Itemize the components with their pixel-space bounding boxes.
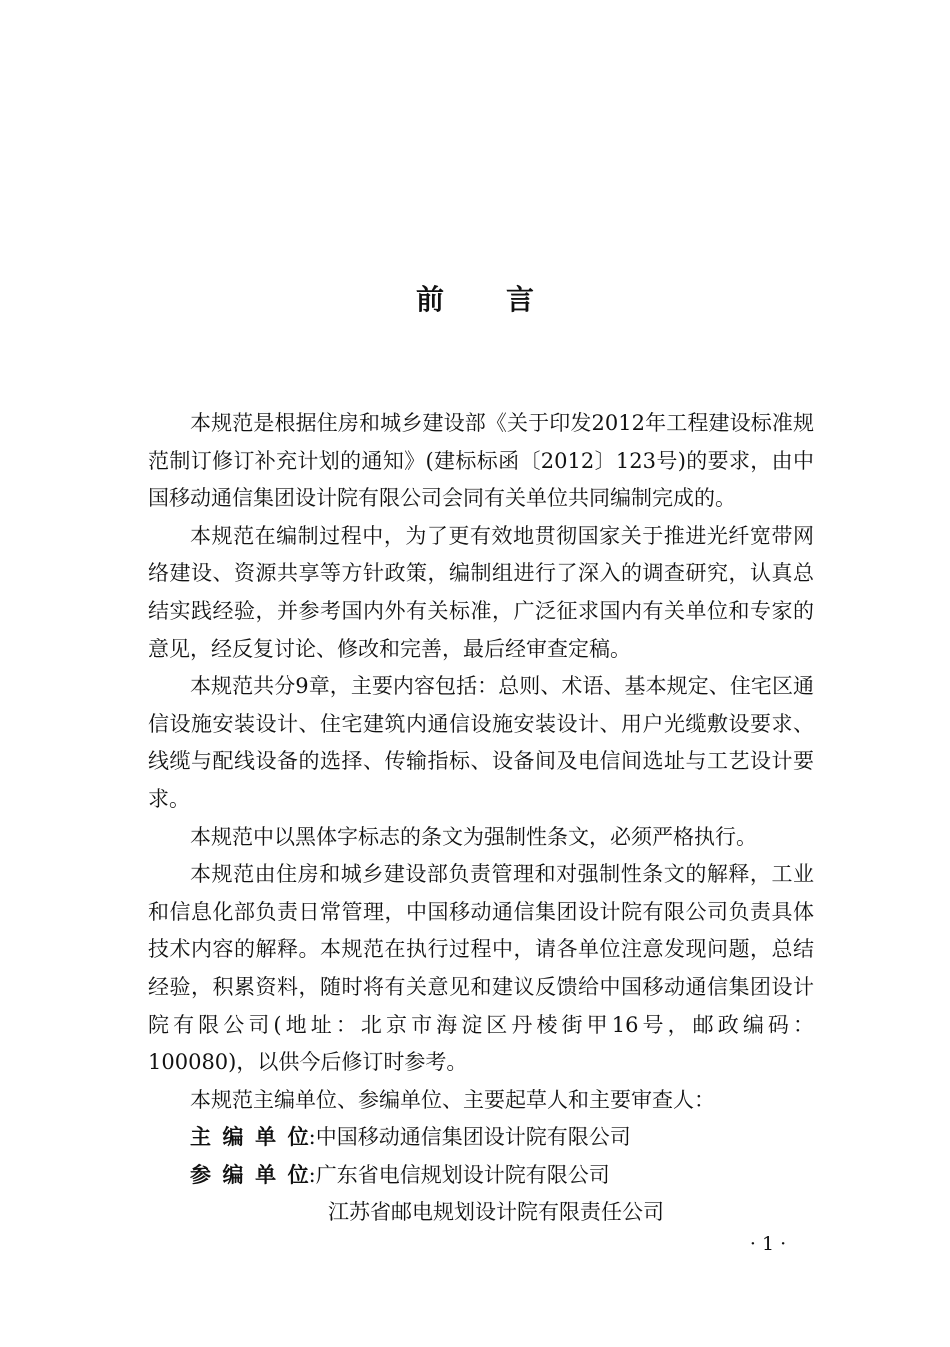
title-char-2: 言 (506, 283, 535, 316)
chief-unit-label (190, 1125, 309, 1149)
chief-unit-value: 中国移动通信集团设计院有限公司 (315, 1125, 631, 1150)
paragraph-3: 本规范共分9章，主要内容包括：总则、术语、基本规定、住宅区通信设施安装设计、住宅建筑内通信设施安装设计、用户光缆敷设要求、线缆与配线设备的选择、传输指标、设备间及电信间选址与工艺设计要求。 (148, 674, 814, 811)
participating-unit-colon: : (308, 1162, 316, 1187)
paragraph-6: 本规范主编单位、参编单位、主要起草人和主要审查人： (190, 1087, 715, 1112)
page-title (0, 278, 950, 318)
participating-unit-value-2: 江苏省邮电规划设计院有限责任公司 (328, 1200, 664, 1225)
chief-unit-line (148, 1119, 814, 1157)
participating-unit-label-main: 参编单 (190, 1162, 288, 1187)
participating-unit-label-last: 位 (287, 1162, 309, 1187)
participating-unit-line (148, 1157, 814, 1195)
page-number: · 1 · (749, 1233, 787, 1255)
paragraph-1: 本规范是根据住房和城乡建设部《关于印发2012年工程建设标准规范制订修订补充计划的通知》(建标标函〔2012〕123号)的要求，由中国移动通信集团设计院有限公司会同有关单位共同编制完成的。 (148, 411, 814, 511)
chief-unit-colon: : (308, 1125, 316, 1150)
paragraph-5: 本规范由住房和城乡建设部负责管理和对强制性条文的解释，工业和信息化部负责日常管理，中国移动通信集团设计院有限公司负责具体技术内容的解释。本规范在执行过程中，请各单位注意发现问题，总结经验，积累资料，随时将有关意见和建议反馈给中国移动通信集团设计院有限公司(地址：北京市海淀区丹棱街甲16号，邮政编码：100080)，以供今后修订时参考。 (148, 862, 814, 1075)
chief-unit-label-main: 主编单 (190, 1125, 288, 1150)
paragraph-2: 本规范在编制过程中，为了更有效地贯彻国家关于推进光纤宽带网络建设、资源共享等方针政策，编制组进行了深入的调查研究，认真总结实践经验，并参考国内外有关标准，广泛征求国内有关单位和专家的意见，经反复讨论、修改和完善，最后经审查定稿。 (148, 523, 814, 661)
participating-unit-value-1: 广东省电信规划设计院有限公司 (315, 1162, 610, 1187)
chief-unit-label-last: 位 (287, 1125, 309, 1150)
title-char-1: 前 (415, 283, 444, 316)
preface-body (148, 405, 814, 1232)
participating-unit-line-2 (148, 1194, 814, 1232)
participating-unit-label (190, 1163, 309, 1187)
paragraph-4: 本规范中以黑体字标志的条文为强制性条文，必须严格执行。 (190, 824, 757, 849)
